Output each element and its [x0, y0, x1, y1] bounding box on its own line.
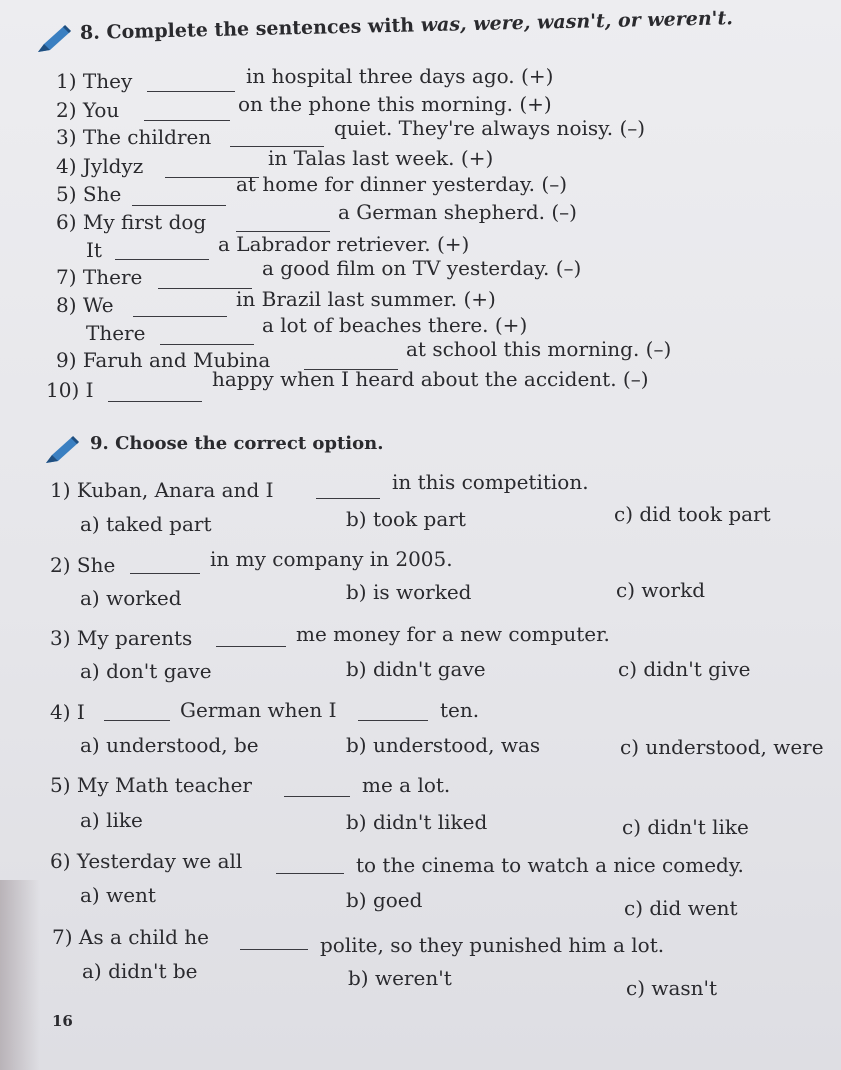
ex8-item-7: 7) There: [56, 265, 143, 289]
option-a[interactable]: a) worked: [80, 586, 182, 610]
blank[interactable]: [160, 344, 254, 345]
ex9-q4-mid: German when I: [180, 698, 337, 722]
ex9-q2: 2) She: [50, 553, 116, 577]
ex8-item-6: 6) My first dog: [56, 210, 207, 234]
ex8-item-2: 2) You: [56, 98, 120, 122]
ex9-q5: 5) My Math teacher: [50, 773, 252, 797]
option-a[interactable]: a) understood, be: [80, 733, 259, 757]
blank[interactable]: [216, 646, 286, 647]
blank[interactable]: [132, 205, 226, 206]
ex8-item-8: 8) We: [56, 293, 114, 317]
option-a[interactable]: a) don't gave: [80, 659, 212, 683]
option-b[interactable]: b) is worked: [346, 580, 472, 604]
blank[interactable]: [130, 573, 200, 574]
ex9-q2-rest: in my company in 2005.: [210, 547, 453, 571]
ex9-q3: 3) My parents: [50, 626, 193, 650]
ex8-item-8b: There: [86, 321, 146, 345]
ex8-item-3-rest: quiet. They're always noisy. (–): [334, 116, 646, 140]
option-a[interactable]: a) like: [80, 808, 143, 832]
ex9-q1-rest: in this competition.: [392, 470, 589, 494]
ex9-q6: 6) Yesterday we all: [50, 849, 243, 873]
ex8-item-10: 10) I: [46, 378, 94, 402]
blank[interactable]: [358, 720, 428, 721]
ex8-item-9: 9) Faruh and Mubina: [56, 348, 271, 372]
option-c[interactable]: c) wasn't: [626, 976, 718, 1000]
blank[interactable]: [108, 401, 202, 402]
ex9-q1: 1) Kuban, Anara and I: [50, 478, 274, 502]
ex9-q4-rest: ten.: [440, 698, 480, 722]
ex8-item-6b: It: [86, 238, 102, 262]
ex8-item-10-rest: happy when I heard about the accident. (–): [212, 367, 649, 391]
option-b[interactable]: b) took part: [346, 507, 466, 531]
option-b[interactable]: b) weren't: [348, 966, 452, 990]
ex9-q4: 4) I: [50, 700, 85, 724]
ex8-item-5-rest: at home for dinner yesterday. (–): [236, 172, 567, 196]
ex8-item-1: 1) They: [56, 69, 133, 93]
page-number: 16: [52, 1012, 73, 1030]
option-c[interactable]: c) understood, were: [620, 735, 824, 759]
blank[interactable]: [104, 720, 170, 721]
ex9-q5-rest: me a lot.: [362, 773, 451, 797]
page-edge-shadow: [0, 880, 40, 1070]
blank[interactable]: [144, 120, 230, 121]
option-a[interactable]: a) didn't be: [82, 959, 198, 983]
blank[interactable]: [240, 949, 308, 950]
ex9-q7: 7) As a child he: [52, 925, 209, 949]
pencil-icon: [34, 22, 74, 56]
ex8-item-3: 3) The children: [56, 125, 212, 149]
ex9-q7-rest: polite, so they punished him a lot.: [320, 933, 665, 957]
exercise-9-title: 9. Choose the correct option.: [90, 433, 384, 454]
ex8-item-6-rest: a German shepherd. (–): [338, 200, 577, 224]
option-b[interactable]: b) didn't gave: [346, 657, 486, 681]
ex8-item-2-rest: on the phone this morning. (+): [238, 92, 552, 116]
ex8-item-8b-rest: a lot of beaches there. (+): [262, 313, 528, 337]
option-a[interactable]: a) went: [80, 883, 156, 907]
option-c[interactable]: c) did went: [624, 896, 738, 920]
blank[interactable]: [133, 316, 227, 317]
option-c[interactable]: c) did took part: [614, 502, 771, 526]
ex8-item-8-rest: in Brazil last summer. (+): [236, 287, 496, 311]
option-c[interactable]: c) didn't like: [622, 815, 749, 839]
option-b[interactable]: b) didn't liked: [346, 810, 488, 834]
ex8-item-7-rest: a good film on TV yesterday. (–): [262, 256, 582, 280]
ex8-item-4: 4) Jyldyz: [56, 154, 144, 178]
option-c[interactable]: c) didn't give: [618, 657, 751, 681]
blank[interactable]: [147, 91, 235, 92]
option-a[interactable]: a) taked part: [80, 512, 212, 536]
blank[interactable]: [316, 498, 380, 499]
option-c[interactable]: c) workd: [616, 578, 706, 602]
ex9-q3-rest: me money for a new computer.: [296, 622, 610, 646]
pencil-icon: [42, 433, 82, 467]
option-b[interactable]: b) goed: [346, 888, 423, 912]
option-b[interactable]: b) understood, was: [346, 733, 541, 757]
ex8-item-5: 5) She: [56, 182, 122, 206]
blank[interactable]: [276, 873, 344, 874]
blank[interactable]: [284, 796, 350, 797]
ex8-item-1-rest: in hospital three days ago. (+): [246, 64, 554, 88]
ex9-q6-rest: to the cinema to watch a nice comedy.: [356, 853, 744, 877]
blank[interactable]: [115, 259, 209, 260]
ex8-item-4-rest: in Talas last week. (+): [268, 146, 494, 170]
exercise-8-title: 8. Complete the sentences with was, were, wasn't, or weren't.: [79, 7, 734, 44]
ex8-item-9-rest: at school this morning. (–): [406, 337, 672, 361]
ex8-item-6b-rest: a Labrador retriever. (+): [218, 232, 470, 256]
